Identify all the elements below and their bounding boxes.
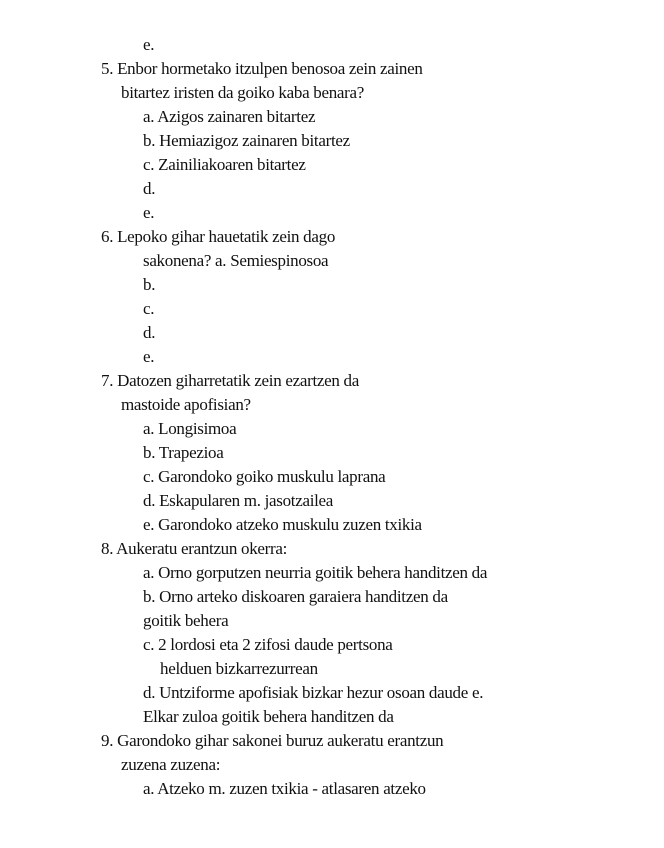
question-9-cont: zuzena zuzena: [121, 755, 221, 774]
question-5: 5. Enbor hormetako itzulpen benosoa zein zainen [101, 59, 423, 78]
question-9: 9. Garondoko gihar sakonei buruz aukeratu erantzun [101, 731, 444, 750]
option-9a: a. Atzeko m. zuzen txikia - atlasaren atzeko [143, 779, 426, 798]
option-4e: e. [143, 35, 155, 54]
question-6-cont: sakonena? a. Semiespinosoa [143, 251, 329, 270]
option-5c: c. Zainiliakoaren bitartez [143, 155, 306, 174]
question-7-cont: mastoide apofisian? [121, 395, 251, 414]
option-5a: a. Azigos zainaren bitartez [143, 107, 316, 126]
option-6b: b. [143, 275, 156, 294]
option-6d: d. [143, 323, 156, 342]
option-7d: d. Eskapularen m. jasotzailea [143, 491, 334, 510]
option-7c: c. Garondoko goiko muskulu laprana [143, 467, 386, 486]
option-8b-cont: goitik behera [143, 611, 229, 630]
option-7a: a. Longisimoa [143, 419, 237, 438]
option-8a: a. Orno gorputzen neurria goitik behera handitzen da [143, 563, 488, 582]
option-8d: d. Untziforme apofisiak bizkar hezur osoan daude e. [143, 683, 484, 702]
question-7: 7. Datozen giharretatik zein ezartzen da [101, 371, 359, 390]
option-5d: d. [143, 179, 156, 198]
question-5-cont: bitartez iristen da goiko kaba benara? [121, 83, 365, 102]
option-8b: b. Orno arteko diskoaren garaiera handitzen da [143, 587, 448, 606]
option-6e: e. [143, 347, 155, 366]
option-6c: c. [143, 299, 155, 318]
option-8e: Elkar zuloa goitik behera handitzen da [143, 707, 394, 726]
question-6: 6. Lepoko gihar hauetatik zein dago [101, 227, 336, 246]
question-8: 8. Aukeratu erantzun okerra: [101, 539, 288, 558]
option-8c-cont: helduen bizkarrezurrean [160, 659, 318, 678]
option-7b: b. Trapezioa [143, 443, 224, 462]
option-8c: c. 2 lordosi eta 2 zifosi daude pertsona [143, 635, 393, 654]
option-5b: b. Hemiazigoz zainaren bitartez [143, 131, 350, 150]
option-5e: e. [143, 203, 155, 222]
option-7e: e. Garondoko atzeko muskulu zuzen txikia [143, 515, 422, 534]
